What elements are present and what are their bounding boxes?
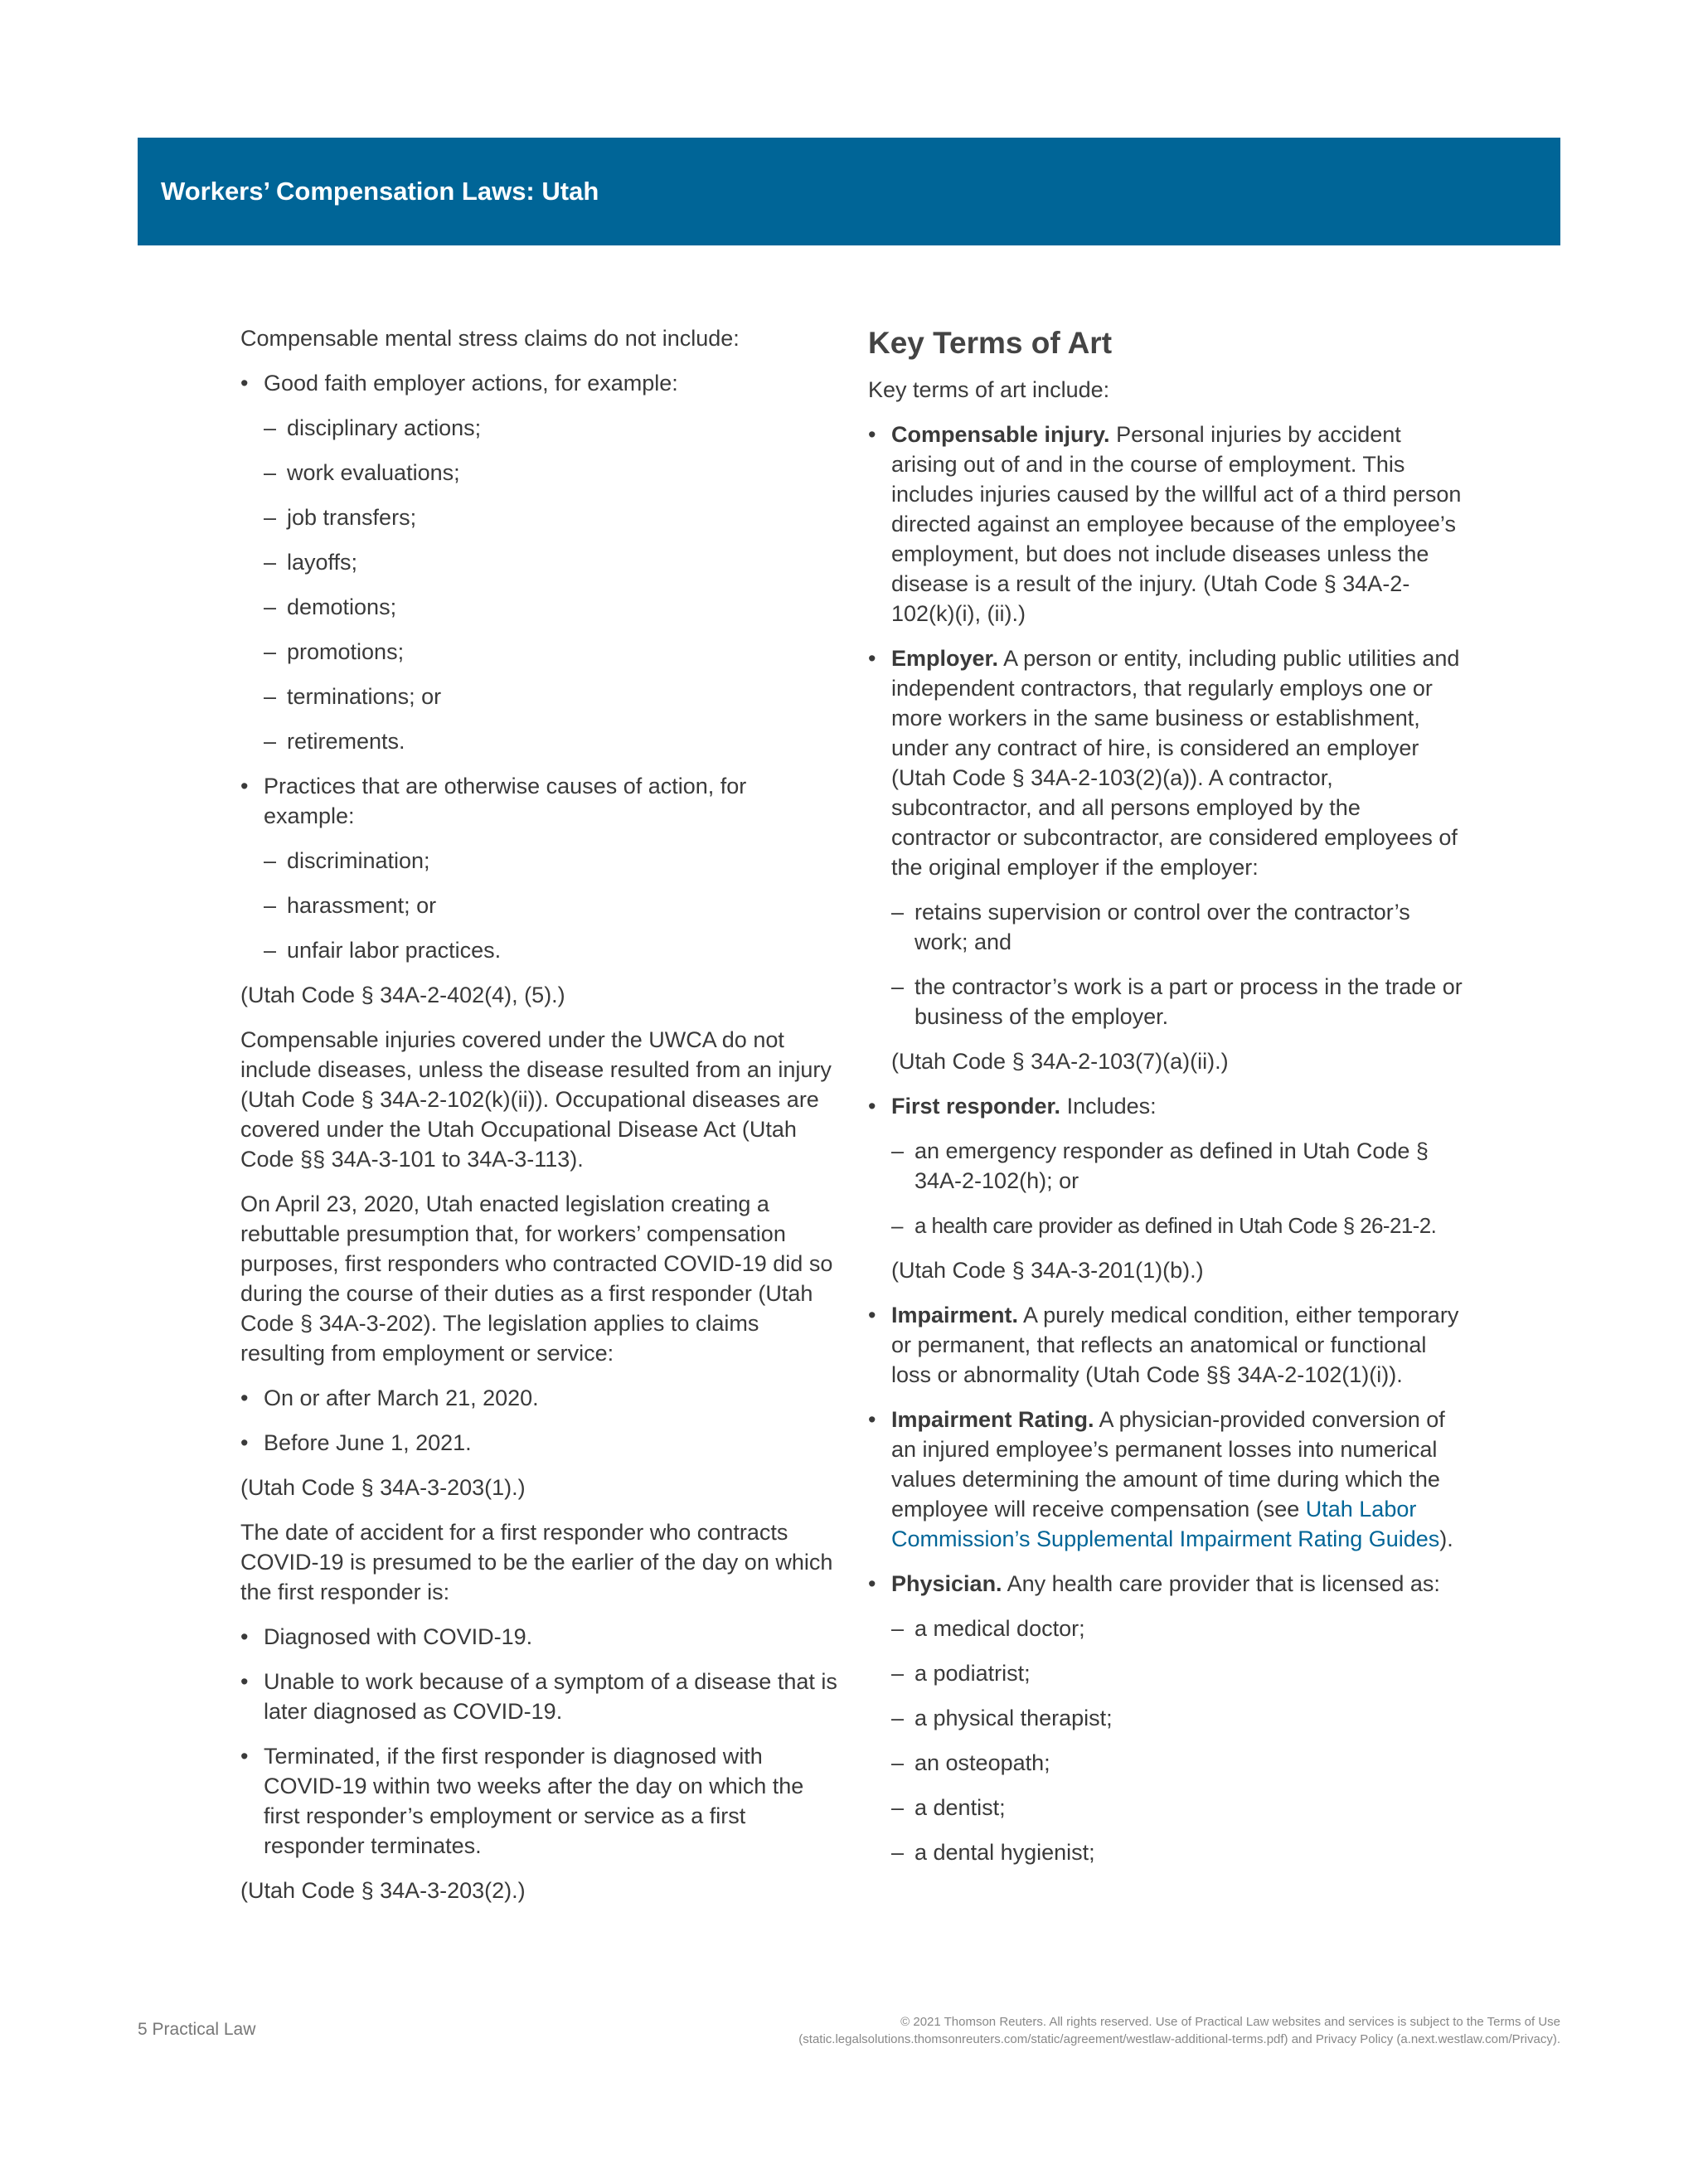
term-label: Impairment. — [891, 1303, 1019, 1327]
list-item: – work evaluations; — [264, 458, 837, 488]
injuries-paragraph: Compensable injuries covered under the UWCA do not include diseases, unless the disease resulted from an injury (Utah Code § 34A-2-102(k)(ii)). Occupational diseases are covered under the Utah Occupational Disease Act (Utah Code §§ 34A-3-101 to 34A-3-113). — [240, 1027, 832, 1172]
terms-intro: Key terms of art include: — [868, 377, 1110, 402]
list-item: – a dental hygienist; — [891, 1837, 1465, 1867]
term-label: Employer. — [891, 646, 999, 671]
term-definition-end: ). — [1439, 1526, 1453, 1551]
list-item: • On or after March 21, 2020. — [240, 1383, 837, 1413]
list-item: – a dentist; — [891, 1793, 1465, 1822]
citation: (Utah Code § 34A-3-201(1)(b).) — [891, 1258, 1204, 1283]
term-definition: Any health care provider that is licensed as: — [1002, 1571, 1440, 1596]
term-definition: Includes: — [1060, 1094, 1157, 1119]
accident-paragraph: The date of accident for a first responder who contracts COVID-19 is presumed to be the earlier of the day on which the first responder is: — [240, 1520, 833, 1604]
sub-list — [264, 846, 837, 965]
citation: (Utah Code § 34A-3-203(2).) — [240, 1878, 526, 1903]
term-label: Compensable injury. — [891, 422, 1110, 447]
exclusions-list — [240, 368, 837, 965]
guides-link[interactable]: Utah Labor Commission’s Supplemental Impairment Rating Guides — [891, 1497, 1440, 1551]
sub-list — [891, 897, 1465, 1031]
list-item: • Terminated, if the first responder is diagnosed with COVID-19 within two weeks after the day on which the first responder’s employment or service as a first responder terminates. — [240, 1741, 837, 1861]
list-item: – layoffs; — [264, 547, 837, 577]
term-physician — [868, 1569, 1465, 1867]
list-item: – an osteopath; — [891, 1748, 1465, 1778]
list-item: – job transfers; — [264, 502, 837, 532]
term-label: First responder. — [891, 1094, 1061, 1119]
accident-list — [240, 1622, 837, 1861]
list-item: – retirements. — [264, 726, 837, 756]
dates-list — [240, 1383, 837, 1458]
list-item: – a medical doctor; — [891, 1614, 1465, 1643]
term-definition: Personal injuries by accident arising out of and in the course of employment. This includes injuries caused by the willful act of a third person directed against an employee because of the employee’s employment, but does not include diseases unless the disease is a result of the injury. (Utah Code § 34A-2-102(k)(i), (ii).) — [891, 422, 1462, 626]
term-impairment-rating — [868, 1405, 1465, 1554]
citation: (Utah Code § 34A-2-103(7)(a)(ii).) — [891, 1049, 1229, 1074]
citation: (Utah Code § 34A-2-402(4), (5).) — [240, 983, 565, 1007]
list-item: – a physical therapist; — [891, 1703, 1465, 1733]
bullet-text: Good faith employer actions, for example: — [264, 371, 678, 396]
term-definition: A purely medical condition, either temporary or permanent, that reflects an anatomical or functional loss or abnormality (Utah Code §§ 34A-2-102(1)(i)). — [891, 1303, 1459, 1387]
term-compensable-injury — [868, 420, 1465, 629]
terms-list — [868, 420, 1465, 1867]
header-banner — [138, 138, 1560, 245]
list-item: – harassment; or — [264, 891, 837, 920]
list-item: – the contractor’s work is a part or process in the trade or business of the employer. — [891, 972, 1465, 1031]
term-employer — [868, 643, 1465, 1076]
list-item: – promotions; — [264, 637, 837, 667]
sub-list — [891, 1136, 1465, 1240]
term-label: Impairment Rating. — [891, 1407, 1094, 1432]
left-column — [240, 323, 837, 1920]
bullet-text: Practices that are otherwise causes of action, for example: — [264, 774, 747, 828]
mental-stress-intro: Compensable mental stress claims do not include: — [240, 326, 740, 351]
section-heading: Key Terms of Art — [868, 326, 1113, 360]
list-item: – demotions; — [264, 592, 837, 622]
page-number: 5 Practical Law — [138, 2020, 256, 2039]
document-title: Workers’ Compensation Laws: Utah — [161, 177, 599, 206]
copyright-line: (static.legalsolutions.thomsonreuters.com/static/agreement/westlaw-additional-terms.pdf) and Privacy Policy (a.next.westlaw.com/Privacy). — [798, 2032, 1560, 2046]
list-item: – unfair labor practices. — [264, 935, 837, 965]
term-definition: A physician-provided conversion of an injured employee’s permanent losses into numerical values determining the amount of time during which the employee will receive compensation (see — [891, 1407, 1445, 1522]
term-definition: A person or entity, including public utilities and independent contractors, that regularly employs one or more workers in the same business or establishment, under any contract of hire, is considered an employer (Utah Code § 34A-2-103(2)(a)). A contractor, subcontractor, and all persons employed by the contractor or subcontractor, are considered employees of the original employer if the employer: — [891, 646, 1460, 880]
term-first-responder — [868, 1091, 1465, 1285]
list-item: – discrimination; — [264, 846, 837, 876]
list-item: • Diagnosed with COVID-19. — [240, 1622, 837, 1652]
term-label: Physician. — [891, 1571, 1002, 1596]
list-item: – a podiatrist; — [891, 1658, 1465, 1688]
list-item: – retains supervision or control over the contractor’s work; and — [891, 897, 1465, 957]
list-item: – disciplinary actions; — [264, 413, 837, 443]
list-item: • Before June 1, 2021. — [240, 1428, 837, 1458]
right-column — [868, 323, 1465, 1882]
list-item: – a health care provider as defined in Utah Code § 26-21-2. — [891, 1211, 1465, 1240]
list-item: – terminations; or — [264, 682, 837, 711]
copyright-line: © 2021 Thomson Reuters. All rights reserved. Use of Practical Law websites and services is subject to the Terms of Use — [900, 2015, 1560, 2029]
list-item: – an emergency responder as defined in Utah Code § 34A-2-102(h); or — [891, 1136, 1465, 1196]
sub-list — [891, 1614, 1465, 1867]
list-item — [240, 771, 837, 965]
citation: (Utah Code § 34A-3-203(1).) — [240, 1475, 526, 1500]
sub-list — [264, 413, 837, 756]
list-item: • Unable to work because of a symptom of a disease that is later diagnosed as COVID-19. — [240, 1667, 837, 1726]
covid-paragraph: On April 23, 2020, Utah enacted legislation creating a rebuttable presumption that, for workers’ compensation purposes, first responders who contracted COVID-19 did so during the course of their duties as a first responder (Utah Code § 34A-3-202). The legislation applies to claims resulting from employment or service: — [240, 1191, 833, 1366]
copyright-notice — [565, 2013, 1560, 2048]
term-impairment — [868, 1300, 1465, 1390]
list-item — [240, 368, 837, 756]
